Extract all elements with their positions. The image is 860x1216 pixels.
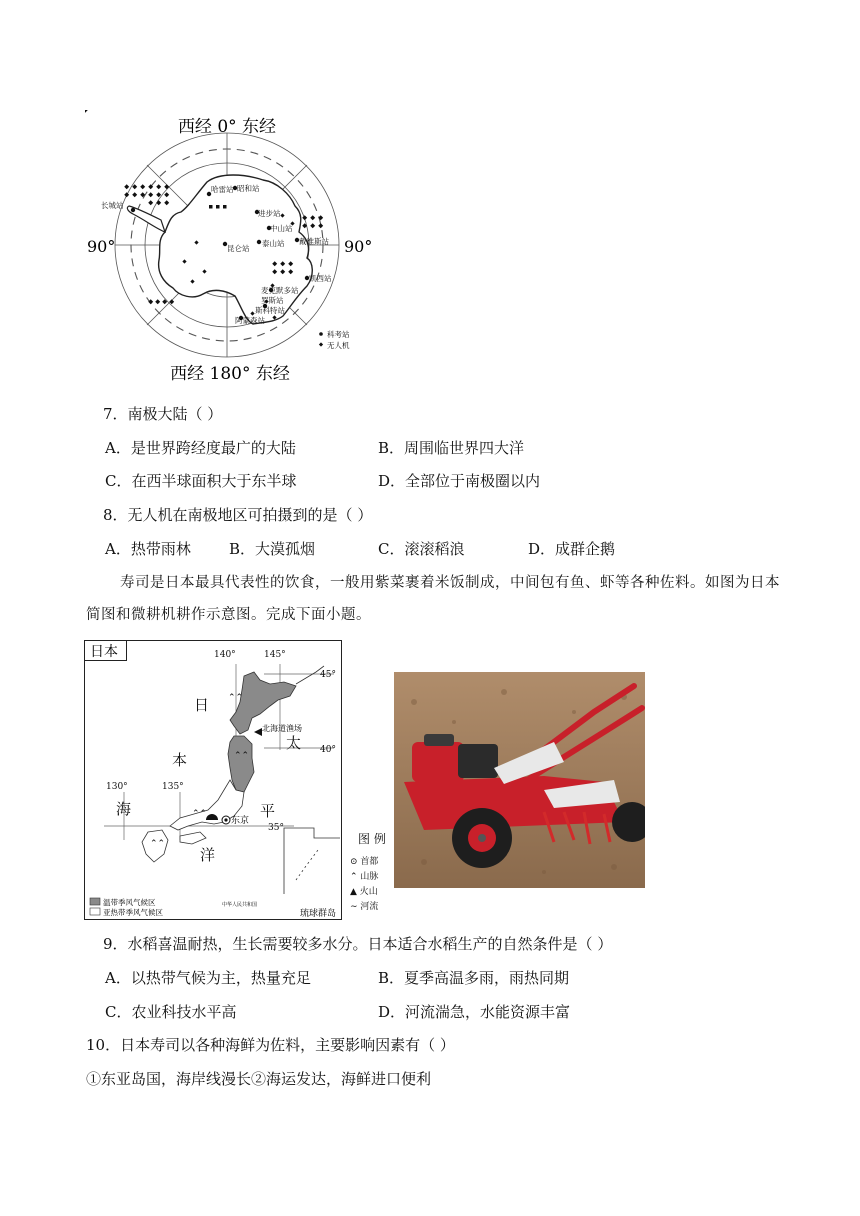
sea-label-hai: 海 [116,800,132,818]
station-label-davis: 戴维斯站 [299,237,329,246]
map-left-label: 90° [87,237,116,256]
intro-line-2: 简图和微耕机耕作示意图。完成下面小题。 [86,607,371,623]
q9-option-d[interactable]: D．河流湍急，水能资源丰富 [378,1003,571,1021]
tokyo-label: 东京 [231,816,250,826]
legend-capital: 首都 [360,857,379,867]
station-label-amundsen: 阿蒙森站 [235,316,265,325]
svg-text:⌃⌃: ⌃⌃ [228,693,244,703]
legend-subtropical-monsoon: 亚热带季风气候区 [103,908,163,917]
river-icon: ∼ [350,902,358,912]
map-legend-title: 图 例 [358,832,386,846]
lat-45: 45° [320,670,336,680]
sea-label-ben: 本 [172,751,188,769]
legend-temperate-monsoon: 温带季风气候区 [103,898,156,907]
legend-river: 河流 [360,902,379,912]
ocean-label-ping: 平 [260,802,276,820]
hokkaido-fishery-label: 北海道渔场 [262,724,302,733]
ocean-label-yang: 洋 [200,846,216,864]
map-right-label: 90° [344,237,373,256]
q7-option-a[interactable]: A．是世界跨经度最广的大陆 [105,439,296,457]
map-top-label: 西经 0° 东经 [177,117,277,137]
japan-map [84,640,342,920]
q8-option-d[interactable]: D．成群企鹅 [528,540,616,558]
q9-option-b[interactable]: B．夏季高温多雨，雨热同期 [378,969,570,987]
question-8-stem: 8．无人机在南极地区可拍摄到的是（ ） [103,506,373,524]
station-label-progress: 进步站 [258,209,281,218]
legend-volcano: 火山 [359,887,378,897]
mountain-icon: ⌃ [350,872,358,882]
q9-option-a[interactable]: A．以热带气候为主，热量充足 [105,969,311,987]
station-label-casey: 凯西站 [309,274,332,283]
tiller-photo [394,672,645,888]
q8-option-a[interactable]: A．热带雨林 [105,540,191,558]
svg-text:⌃⌃: ⌃⌃ [150,839,166,849]
q7-option-b[interactable]: B．周围临世界四大洋 [378,439,525,457]
legend-mountain: 山脉 [360,872,379,882]
question-10-stem: 10．日本寿司以各种海鲜为佐料，主要影响因素有（ ） [86,1036,455,1054]
antarctica-polar-map [85,110,385,385]
q7-option-c[interactable]: C．在西半球面积大于东半球 [105,472,297,490]
intro-line-1: 寿司是日本最具代表性的饮食，一般用紫菜裹着米饭制成，中间包有鱼、虾等各种佐料。如图为日本 [120,575,780,591]
q9-option-c[interactable]: C．农业科技水平高 [105,1003,237,1021]
q7-option-d[interactable]: D．全部位于南极圈以内 [378,472,541,490]
legend-drone: 无人机 [327,341,350,350]
lon-145: 145° [264,650,286,660]
map-bottom-label: 西经 180° 东经 [170,364,290,384]
legend-station: 科考站 [327,330,350,339]
station-label-greatwall: 长城站 [101,201,124,210]
map-title: 日本 [90,644,118,660]
volcano-icon: ▲ [350,887,357,897]
station-label-kunlun: 昆仑站 [227,244,250,253]
station-label-scott: 斯科特站 [255,306,285,315]
sea-label-ri: 日 [194,696,210,714]
question-9-stem: 9．水稻喜温耐热，生长需要较多水分。日本适合水稻生产的自然条件是（ ） [103,935,613,953]
question-7-stem: 7．南极大陆（ ） [103,405,223,423]
lat-35: 35° [268,823,284,833]
q10-statement: ①东亚岛国，海岸线漫长②海运发达，海鲜进口便利 [86,1070,432,1088]
lon-130: 130° [106,782,128,792]
lon-135: 135° [162,782,184,792]
lon-140: 140° [214,650,236,660]
inset-label: 中华人民共和国 [222,902,258,908]
station-label-mcmurdo: 麦克默多站 [261,286,299,295]
ocean-label-tai: 太 [286,734,302,752]
station-label-showa: 昭和站 [237,184,260,193]
lat-40: 40° [320,745,336,755]
q8-option-b[interactable]: B．大漠孤烟 [229,540,316,558]
station-label-zhongshan: 中山站 [270,224,293,233]
capital-icon: ⊙ [350,857,358,867]
drone-markers [85,110,88,113]
svg-text:⌃⌃: ⌃⌃ [192,809,208,819]
station-label-hallet: 哈雷站 [211,185,234,194]
svg-text:⌃⌃: ⌃⌃ [234,751,250,761]
station-label-taishan: 泰山站 [262,239,285,248]
map-legend [350,832,398,922]
station-label-ross: 罗斯站 [261,296,284,305]
q8-option-c[interactable]: C．滚滚稻浪 [378,540,465,558]
ryukyu-label: 琉球群岛 [300,909,337,919]
